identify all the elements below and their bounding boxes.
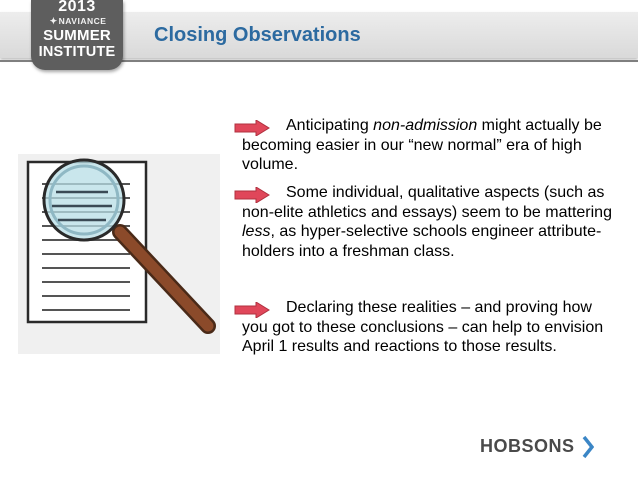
bullet-text-part: Anticipating — [286, 117, 374, 134]
magnifying-glass-document-illustration — [18, 154, 220, 354]
bullet-text — [234, 183, 614, 261]
bullet-item — [234, 298, 614, 357]
bullet-text-part: Declaring these realities – and proving how you got to these conclusions – can help to envision April 1 results and reactions to those results. — [242, 299, 604, 355]
bullet-item — [234, 183, 614, 261]
bullet-text — [234, 116, 614, 175]
bullet-emphasis: non-admission — [373, 117, 478, 134]
bullet-text — [234, 298, 614, 357]
logo-year: 2013 — [58, 0, 96, 15]
hobsons-logo — [480, 436, 575, 457]
bullet-text-part: Some individual, qualitative aspects (such as non-elite athletics and essays) seem to be mattering — [242, 184, 612, 221]
slide-title: Closing Observations — [154, 24, 361, 46]
logo-brand — [37, 16, 119, 27]
bullet-emphasis: less — [242, 223, 271, 240]
bullet-text-part: might actually be becoming easier in our “new normal” era of high volume. — [242, 117, 602, 173]
bullet-text-part: , as hyper-selective schools engineer attribute- holders into a freshman class. — [242, 223, 602, 260]
star-icon: ✦ — [49, 16, 58, 26]
arrow-bullet-icon — [234, 120, 270, 136]
arrow-bullet-icon — [234, 187, 270, 203]
logo-line1: SUMMER — [43, 27, 111, 44]
bullet-item — [234, 116, 614, 175]
summer-institute-logo — [31, 0, 123, 70]
logo-line2: INSTITUTE — [38, 44, 116, 60]
hobsons-logo-text: HOBSONS — [480, 436, 575, 456]
chevron-right-icon — [582, 435, 594, 459]
arrow-bullet-icon — [234, 302, 270, 318]
logo-brand-text: NAVIANCE — [58, 16, 107, 26]
